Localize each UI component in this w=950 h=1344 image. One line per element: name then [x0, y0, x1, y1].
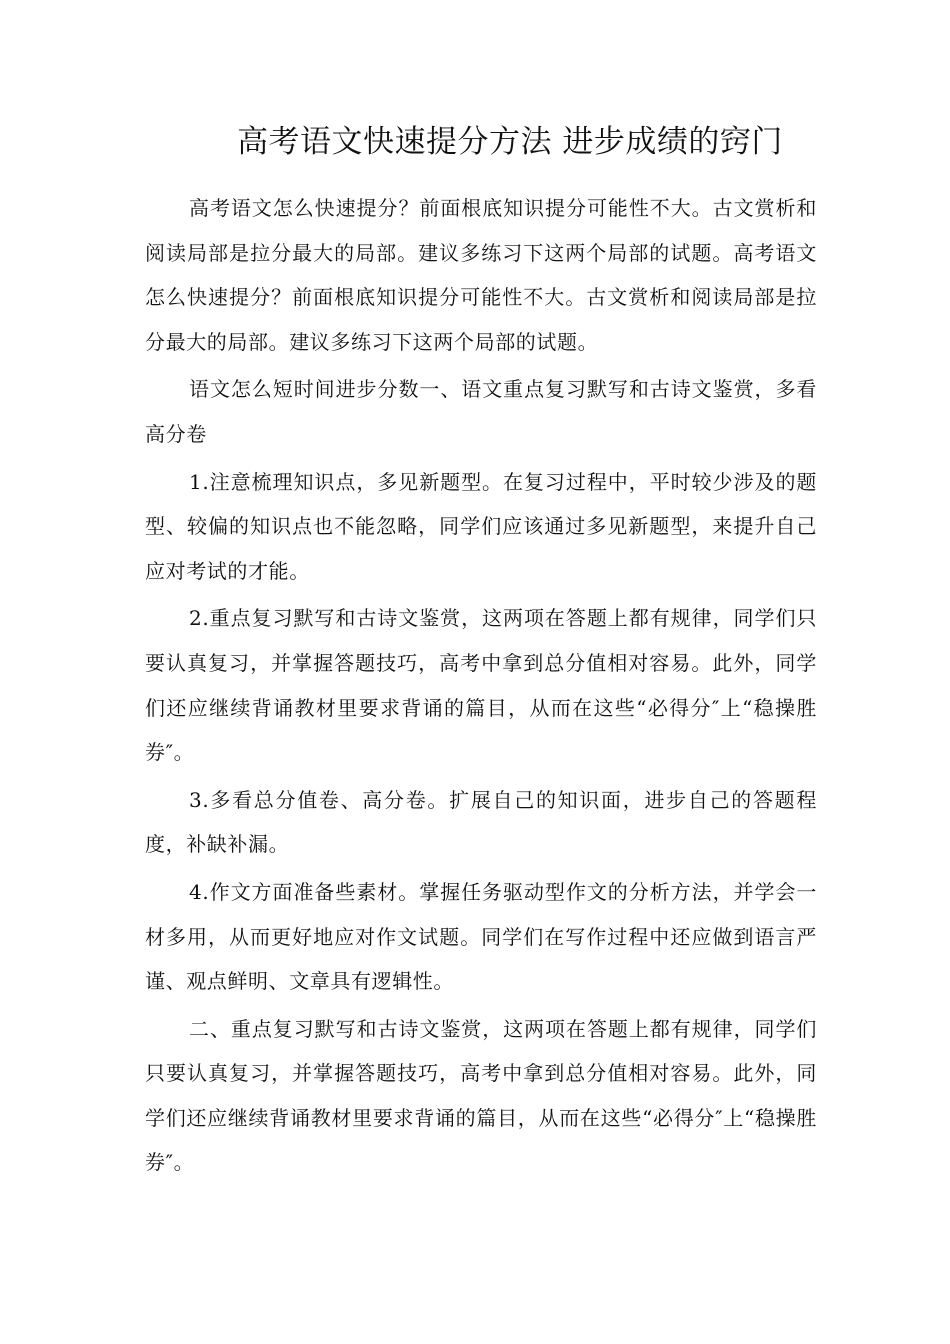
paragraph-section-one-heading: 语文怎么短时间进步分数一、语文重点复习默写和古诗文鉴赏，多看高分卷 [145, 377, 817, 446]
paragraph-item-2: 2.重点复习默写和古诗文鉴赏，这两项在答题上都有规律，同学们只要认真复习，并掌握答题技巧，高考中拿到总分值相对容易。此外，同学们还应继续背诵教材里要求背诵的篇目，从而在这些“必得分″上“稳操胜券″。 [145, 606, 817, 765]
paragraph-item-3: 3.多看总分值卷、高分卷。扩展自己的知识面，进步自己的答题程度，补缺补漏。 [145, 787, 817, 857]
paragraph-item-1: 1.注意梳理知识点，多见新题型。在复习过程中，平时较少涉及的题型、较偏的知识点也不能忽略，同学们应该通过多见新题型，来提升自己应对考试的才能。 [145, 469, 817, 583]
paragraph-intro: 高考语文怎么快速提分？前面根底知识提分可能性不大。古文赏析和阅读局部是拉分最大的局部。建议多练习下这两个局部的试题。高考语文怎么快速提分？前面根底知识提分可能性不大。古文赏析和阅读局部是拉分最大的局部。建议多练习下这两个局部的试题。 [145, 196, 817, 354]
paragraph-section-two: 二、重点复习默写和古诗文鉴赏，这两项在答题上都有规律，同学们只要认真复习，并掌握答题技巧，高考中拿到总分值相对容易。此外，同学们还应继续背诵教材里要求背诵的篇目，从而在这些“必得分″上“稳操胜券″。 [145, 1016, 817, 1175]
document-body [145, 186, 817, 1188]
paragraph-item-4: 4.作文方面准备些素材。掌握任务驱动型作文的分析方法，并学会一材多用，从而更好地应对作文试题。同学们在写作过程中还应做到语言严谨、观点鲜明、文章具有逻辑性。 [145, 879, 817, 994]
document-title: 高考语文快速提分方法 进步成绩的窍门 [237, 124, 783, 160]
